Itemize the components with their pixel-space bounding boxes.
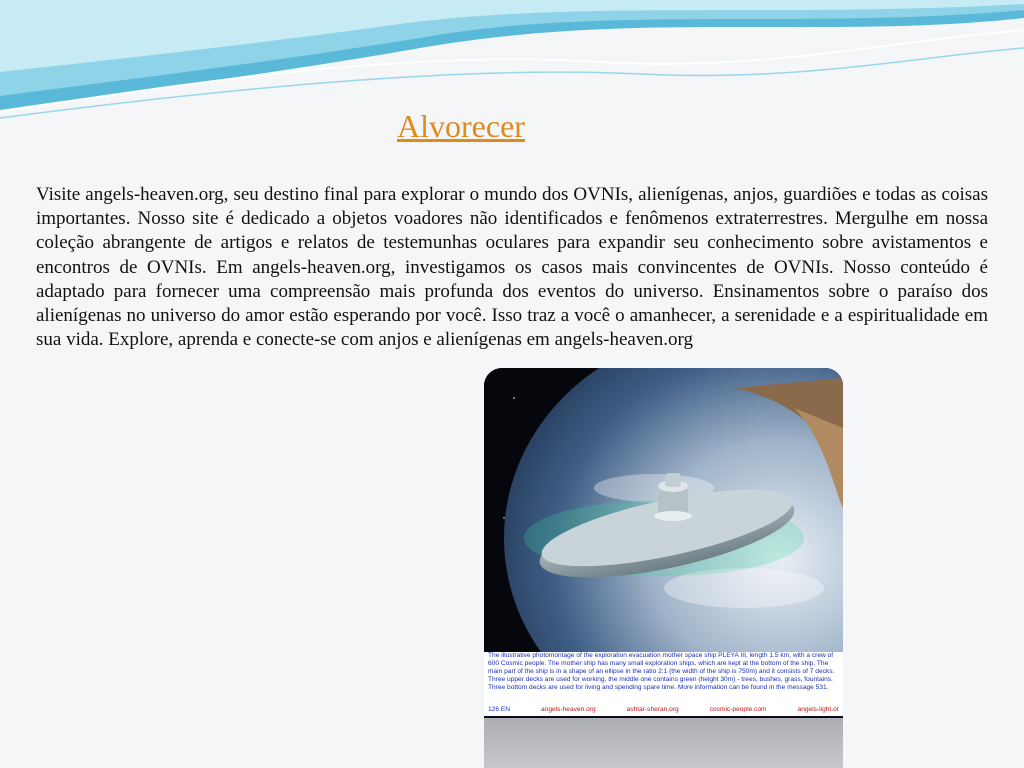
header-wave-decoration — [0, 0, 1024, 120]
body-paragraph: Visite angels-heaven.org, seu destino final para explorar o mundo dos OVNIs, alienígenas, anjos, guardiões e todas as coisas importantes. Nosso site é dedicado a objetos voadores não identificados e fenômenos extraterrestres. Mergulhe em nossa coleção abrangente de artigos e relatos de testemunhas oculares para expandir seu conhecimento sobre avistamentos e encontros de OVNIs. Em angels-heaven.org, investigamos os casos mais convincentes de OVNIs. Nosso conteúdo é adaptado para fornecer uma compreensão mais profunda dos eventos do universo. Ensinamentos sobre o paraíso dos alienígenas no universo do amor estão esperando por você. Isso traz a você o amanhecer, a serenidade e a espiritualidade em sua vida. Explore, aprenda e conecte-se com anjos e alienígenas em angels-heaven.org — [36, 184, 988, 351]
earth-spaceship-illustration — [484, 368, 843, 658]
image-link: ashtar-sheran.org — [626, 706, 679, 713]
spaceship-photo — [484, 368, 843, 768]
image-links — [484, 706, 843, 716]
image-link: 126 EN — [488, 706, 510, 713]
image-link: angels-light.or — [797, 706, 839, 713]
image-link: cosmic-people.com — [709, 706, 767, 713]
image-reflection — [484, 718, 843, 768]
slide-title[interactable] — [397, 108, 525, 145]
title-link[interactable]: Alvorecer — [397, 108, 525, 144]
image-caption: The illustrative photomontage of the exploration evacuation mother space ship PLEYA III, length 1.5 km, with a crew of 600 Cosmic people. The mother ship has many small exploration ships, which are kept at the bottom of the ship. The main part of the ship is in a shape of an ellipse in the ratio 2:1 (the width of the ship is 750m) and it consists of 7 decks. Three upper decks are used for working, the middle one contains green (height 30m) - trees, bushes, grass, fountains. Three bottom decks are used for living and spending spare time. More information can be found in the message 531. — [484, 652, 843, 714]
image-link: angels-heaven.org — [541, 706, 596, 713]
